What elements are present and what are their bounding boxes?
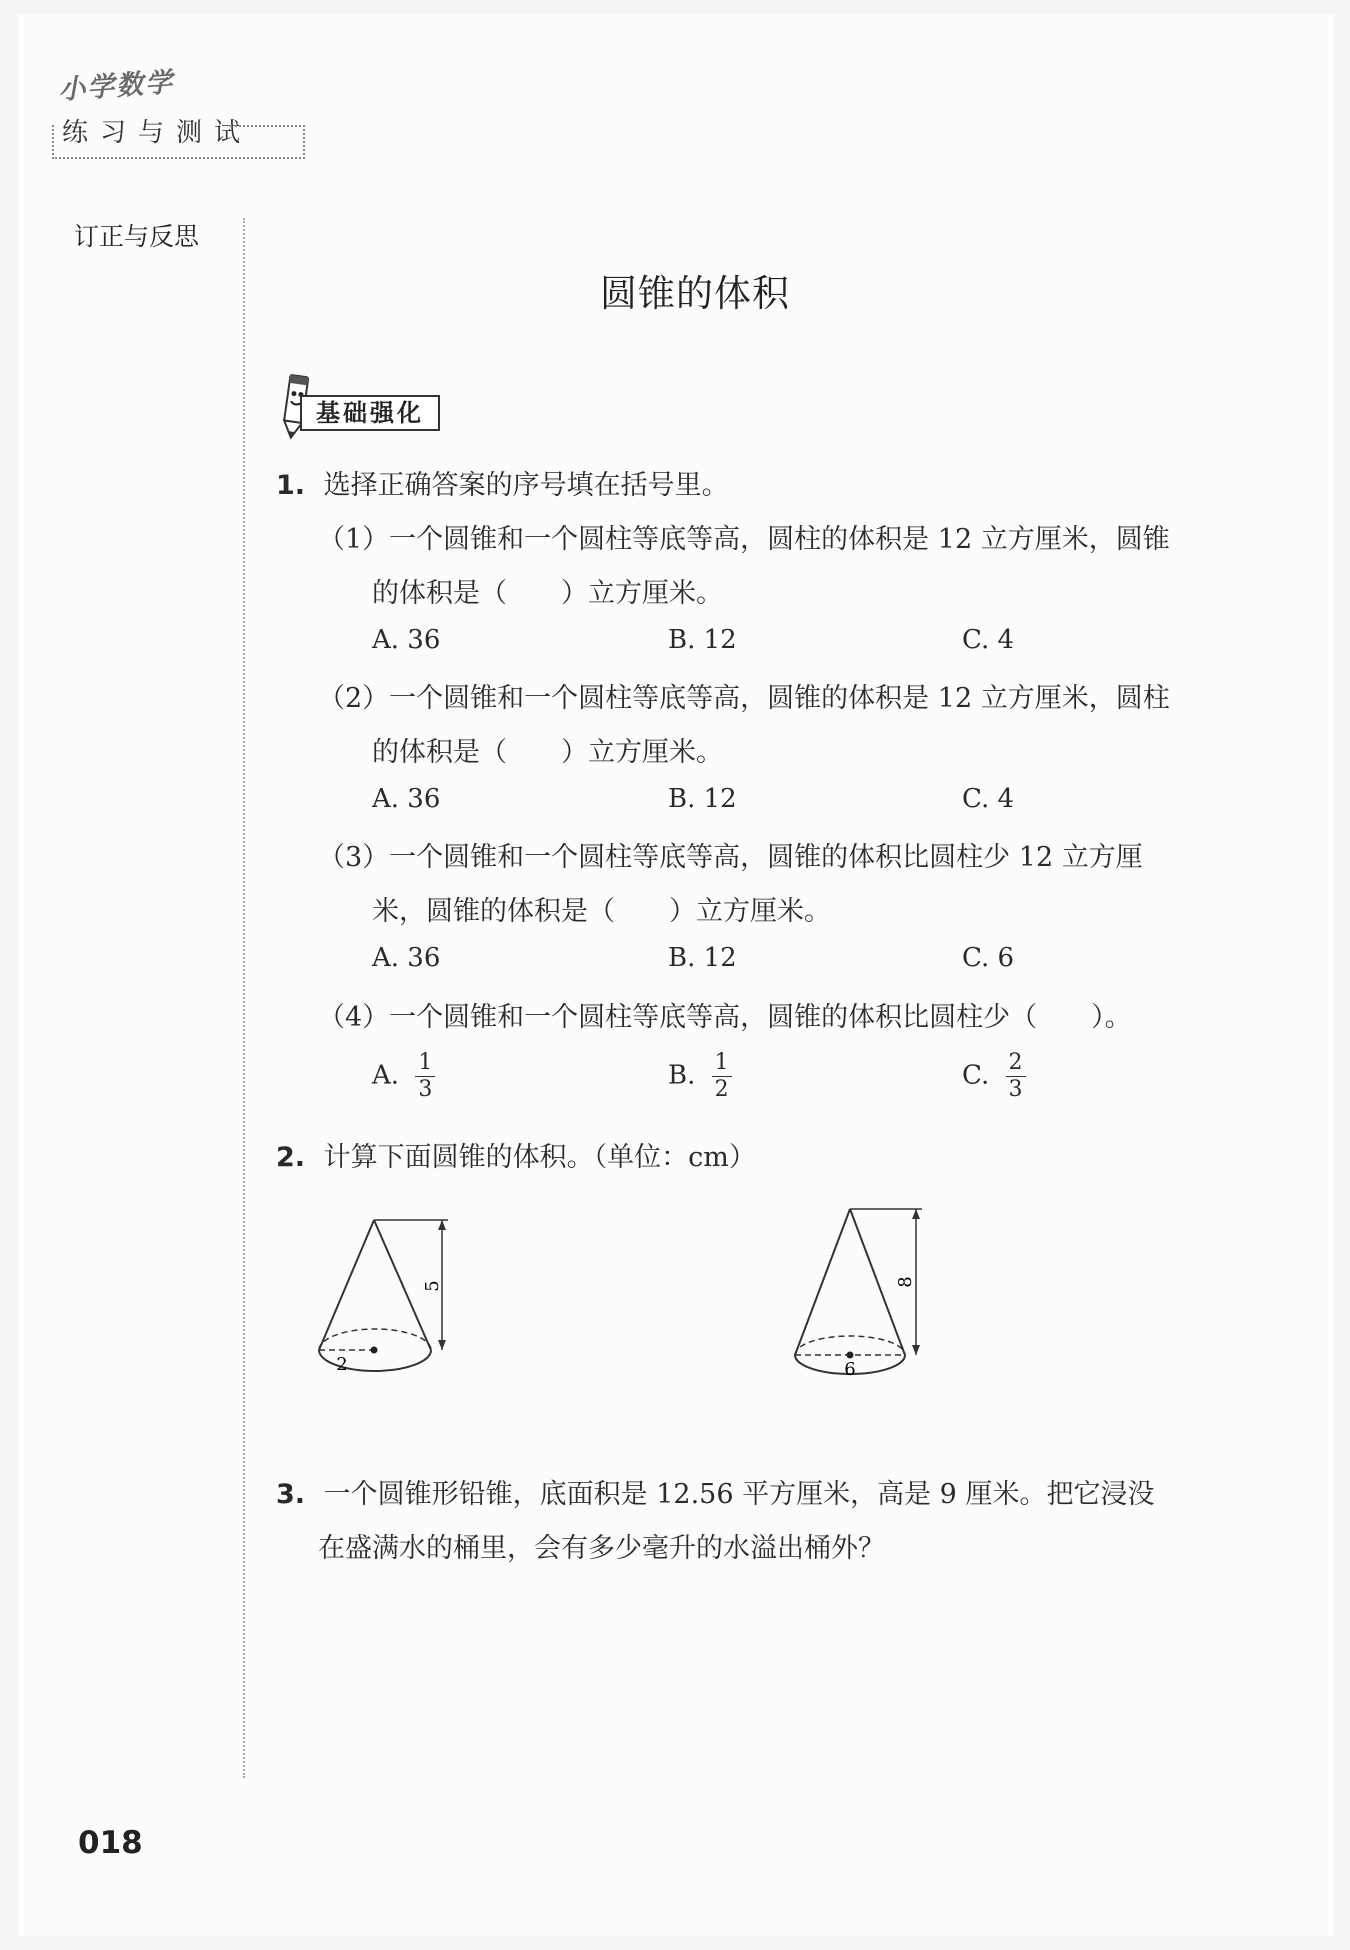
- question-3-line2: 在盛满水的桶里，会有多少毫升的水溢出桶外？: [318, 1533, 885, 1564]
- q1-sub4-option-c: [962, 1050, 1026, 1103]
- fraction-numerator: 2: [1006, 1050, 1026, 1077]
- q1-sub1-option-a: A. 36: [372, 625, 441, 655]
- q1-sub3-line1: （3）一个圆锥和一个圆柱等底等高，圆锥的体积比圆柱少 12 立方厘: [318, 842, 1143, 873]
- fraction-denominator: 3: [418, 1077, 433, 1102]
- fraction-numerator: 1: [415, 1050, 435, 1077]
- cone-figure-2: [780, 1195, 960, 1395]
- question-2: [276, 1135, 756, 1174]
- q1-sub1-option-b: B. 12: [668, 625, 737, 655]
- cone-figure-1: [300, 1200, 480, 1390]
- q1-sub4-option-b: [668, 1050, 732, 1103]
- q1-sub2-line1: （2）一个圆锥和一个圆柱等底等高，圆锥的体积是 12 立方厘米，圆柱: [318, 683, 1170, 714]
- q1-sub1-line1: （1）一个圆锥和一个圆柱等底等高，圆柱的体积是 12 立方厘米，圆锥: [318, 524, 1170, 555]
- q1-sub3-option-b: B. 12: [668, 943, 737, 973]
- cone-center-dot: [371, 1347, 378, 1354]
- q1-sub2-option-c: C. 4: [962, 784, 1015, 814]
- q1-sub2-option-b: B. 12: [668, 784, 737, 814]
- q1-sub1-option-c: C. 4: [962, 625, 1015, 655]
- cone-side-left: [795, 1209, 850, 1355]
- fraction-denominator: 2: [714, 1077, 729, 1102]
- q1-sub3-option-c: C. 6: [962, 943, 1015, 973]
- question-3: [276, 1472, 1154, 1511]
- page-number: 018: [78, 1825, 143, 1861]
- fraction: [415, 1050, 435, 1103]
- arrow-down-icon: [438, 1340, 446, 1350]
- q1-sub4-option-a: [372, 1050, 435, 1103]
- fraction: [1006, 1050, 1026, 1103]
- q1-sub4-line1: （4）一个圆锥和一个圆柱等底等高，圆锥的体积比圆柱少（ ）。: [318, 1002, 1132, 1033]
- question-1: [276, 463, 729, 502]
- section-label: 基础强化: [300, 395, 440, 431]
- fraction-denominator: 3: [1008, 1077, 1023, 1102]
- question-text-line1: 一个圆锥形铅锥，底面积是 12.56 平方厘米，高是 9 厘米。把它浸没: [323, 1479, 1155, 1510]
- cone-2-height-label: 8: [895, 1276, 916, 1288]
- q1-sub3-option-a: A. 36: [372, 943, 441, 973]
- question-number: 2.: [276, 1142, 306, 1173]
- cone-center-dot: [847, 1352, 854, 1359]
- cone-1-radius-label: 2: [336, 1354, 348, 1375]
- arrow-down-icon: [912, 1345, 920, 1355]
- arrow-up-icon: [438, 1220, 446, 1230]
- question-number: 3.: [276, 1479, 306, 1510]
- fraction: [712, 1050, 732, 1103]
- question-text: 选择正确答案的序号填在括号里。: [323, 470, 729, 501]
- question-text: 计算下面圆锥的体积。（单位：cm）: [323, 1142, 756, 1173]
- question-number: 1.: [276, 470, 306, 501]
- option-label: C.: [962, 1060, 990, 1091]
- q1-sub1-line2: 的体积是（ ）立方厘米。: [372, 578, 723, 609]
- cone-1-height-label: 5: [422, 1280, 443, 1292]
- fraction-numerator: 1: [712, 1050, 732, 1077]
- q1-sub3-line2: 米，圆锥的体积是（ ）立方厘米。: [372, 896, 831, 927]
- q1-sub2-line2: 的体积是（ ）立方厘米。: [372, 737, 723, 768]
- sidebar-title: 订正与反思: [74, 222, 200, 251]
- q1-sub2-option-a: A. 36: [372, 784, 441, 814]
- option-label: B.: [668, 1060, 696, 1091]
- brand-subtitle: 练习与测试: [62, 118, 253, 148]
- brand-title: 小学数学: [57, 66, 176, 107]
- arrow-up-icon: [912, 1209, 920, 1219]
- cone-side-left: [319, 1220, 374, 1350]
- sidebar-divider: [243, 218, 245, 1778]
- page-title: 圆锥的体积: [600, 272, 790, 315]
- brand-frame: [52, 125, 305, 159]
- option-label: A.: [372, 1060, 400, 1091]
- cone-2-diameter-label: 6: [844, 1359, 856, 1380]
- brand-frame-top: [230, 125, 305, 127]
